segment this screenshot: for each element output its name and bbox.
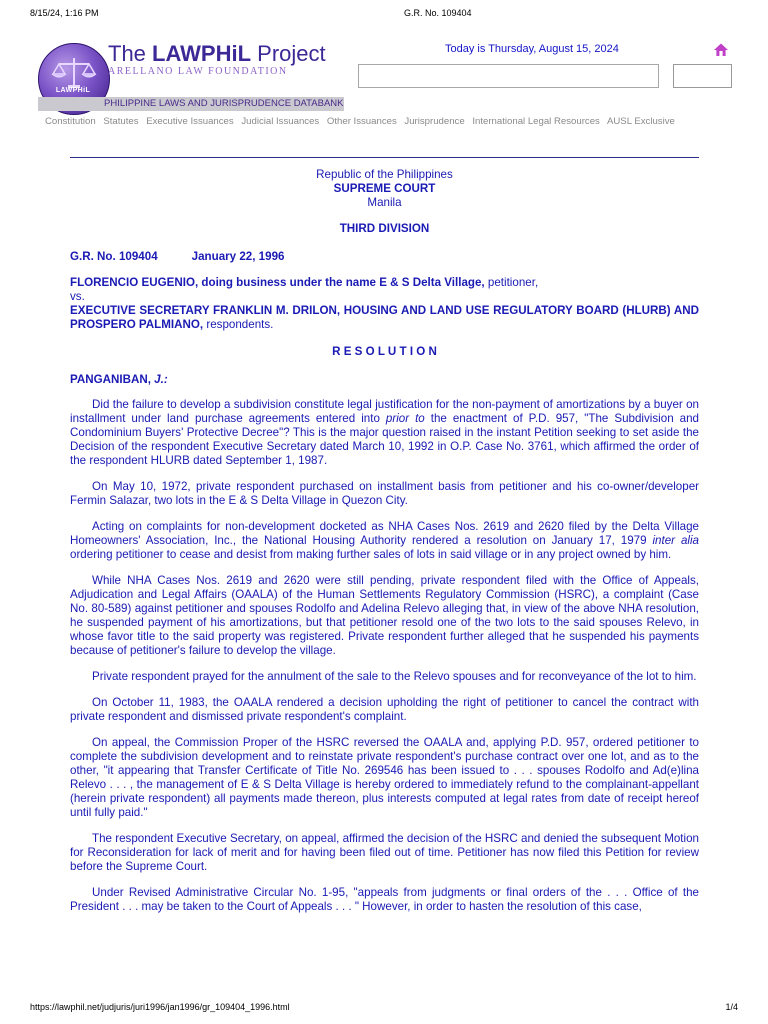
home-icon[interactable] xyxy=(713,42,729,58)
petitioner-line xyxy=(70,276,699,290)
versus-line: vs. xyxy=(70,290,85,303)
logo-title-brand: LAWPHiL xyxy=(152,41,252,66)
logo-subtitle: ARELLANO LAW FOUNDATION xyxy=(108,66,288,77)
logo-emblem-text: LAWPHiL xyxy=(55,87,91,94)
print-footer xyxy=(0,1002,768,1016)
nav-other-issuances[interactable]: Other Issuances xyxy=(326,116,397,127)
print-url: https://lawphil.net/judjuris/juri1996/jan1996/gr_109404_1996.html xyxy=(30,1002,290,1012)
paragraph-3-text-b: ordering petitioner to cease and desist from making further sales of lots in said village or in any project owned by him. xyxy=(70,548,672,561)
paragraph-3-text-a: Acting on complaints for non-development docketed as NHA Cases Nos. 2619 and 2620 filed by the Delta Village Homeowners' Association, Inc., the National Housing Authority rendered a resolution on January 17, 1979 xyxy=(70,520,699,547)
search-input[interactable] xyxy=(358,64,659,88)
respondent-role: respondents. xyxy=(203,318,274,331)
paragraph-5: Private respondent prayed for the annulment of the sale to the Relevo spouses and for reconveyance of the lot to him. xyxy=(92,670,697,683)
search-button[interactable] xyxy=(673,64,732,88)
print-page-number: 1/4 xyxy=(725,1002,738,1012)
paragraph-1-text-b: the enactment of P.D. 957, "The Subdivision and Condominium Buyers' Protective Decree"? This is the major question raised in the instant Petition seeking to set aside the Decision of the respondent Executive Secretary dated March 10, 1992 in O.P. Case No. 3761, which affirmed the order of the respondent HLURB dated September 1, 1987. xyxy=(70,412,699,467)
court-name: SUPREME COURT xyxy=(333,182,436,195)
division-name: THIRD DIVISION xyxy=(339,222,430,235)
petitioner-role: petitioner, xyxy=(484,276,539,289)
resolution-heading: R E S O L U T I O N xyxy=(332,345,437,358)
respondent-name: EXECUTIVE SECRETARY FRANKLIN M. DRILON, HOUSING AND LAND USE REGULATORY BOARD (HLURB) AND PROSPERO PALMIANO, xyxy=(70,304,699,331)
logo-title-prefix: The xyxy=(108,41,153,66)
paragraph-3-emphasis: inter alia xyxy=(652,534,699,547)
nav-jurisprudence[interactable]: Jurisprudence xyxy=(404,116,465,127)
main-nav xyxy=(45,116,745,130)
ponente-line xyxy=(70,373,699,387)
paragraph-1-emphasis: prior to xyxy=(385,412,425,425)
paragraph-1-text-a: Did the failure to develop a subdivision constitute legal justification for the non-payment of amortizations by a buyer on installment under land purchase agreements entered into xyxy=(70,398,699,425)
ponente-name: PANGANIBAN, xyxy=(70,373,155,386)
paragraph-8: The respondent Executive Secretary, on appeal, affirmed the decision of the HSRC and denied the subsequent Motion for Reconsideration for lack of merit and for having been filed out of time. Petitioner has now filed this Petition for review before the Supreme Court. xyxy=(70,832,699,873)
respondent-line xyxy=(70,304,699,332)
republic-line: Republic of the Philippines xyxy=(316,168,453,181)
paragraph-7: On appeal, the Commission Proper of the HSRC reversed the OAALA and, applying P.D. 957, ordered petitioner to complete the subdivision development and to reinstate private respondent's purchase contract over one lot, and as to the other, "it appearing that Transfer Certificate of Title No. 269546 has been issued to . . . spouses Rodolfo and Ad(e)lina Relevo . . . , the management of E & S Delta Village is hereby ordered to immediately refund to the complainant-appellant (herein private respondent) all payments made thereon, plus interests computed at legal rates from date of receipt hereof until fully paid." xyxy=(70,736,699,819)
paragraph-4: While NHA Cases Nos. 2619 and 2620 were still pending, private respondent filed with the Office of Appeals, Adjudication and Legal Affairs (OAALA) of the Human Settlements Regulatory Commission (HSRC), a complaint (Case No. 80-589) against petitioner and spouses Rodolfo and Adelina Relevo alleging that, in view of the above NHA resolution, he suspended payment of his amortizations, but that petitioner resold one of the two lots to the said spouses Relevo, in whose favor title to the said property was registered. Private respondent further alleged that he suspended his payments because of petitioner's failure to develop the village. xyxy=(70,574,699,657)
case-number-line xyxy=(70,250,699,264)
paragraph-3 xyxy=(70,520,699,562)
ponente-title: J.: xyxy=(154,373,168,386)
decision-document xyxy=(70,168,699,914)
header-divider xyxy=(70,157,699,158)
nav-statutes[interactable]: Statutes xyxy=(103,116,139,127)
today-date: Today is Thursday, August 15, 2024 xyxy=(445,43,619,55)
logo-title xyxy=(108,40,326,68)
print-page-title: G.R. No. 109404 xyxy=(404,8,472,18)
nav-constitution[interactable]: Constitution xyxy=(45,116,96,127)
print-header xyxy=(0,6,768,20)
logo-title-suffix: Project xyxy=(251,41,326,66)
paragraph-2: On May 10, 1972, private respondent purchased on installment basis from petitioner and his co-owner/developer Fermin Salazar, two lots in the E & S Delta Village in Quezon City. xyxy=(70,480,699,507)
nav-international-legal-resources[interactable]: International Legal Resources xyxy=(472,116,600,127)
petitioner-name: FLORENCIO EUGENIO, doing business under the name E & S Delta Village, xyxy=(70,276,485,289)
nav-executive-issuances[interactable]: Executive Issuances xyxy=(146,116,234,127)
court-city: Manila xyxy=(367,196,402,209)
paragraph-6: On October 11, 1983, the OAALA rendered a decision upholding the right of petitioner to cancel the contract with private respondent and dismissed private respondent's complaint. xyxy=(70,696,699,723)
logo-band-text: PHILIPPINE LAWS AND JURISPRUDENCE DATABANK xyxy=(104,98,344,109)
paragraph-9: Under Revised Administrative Circular No. 1-95, "appeals from judgments or final orders of the . . . Office of the President . . . may be taken to the Court of Appeals . . . " However, in order to hasten the resolution of this case, xyxy=(70,886,699,913)
gr-number: G.R. No. 109404 xyxy=(70,250,158,263)
nav-ausl-exclusive[interactable]: AUSL Exclusive xyxy=(606,116,675,127)
print-timestamp: 8/15/24, 1:16 PM xyxy=(30,8,99,18)
paragraph-1 xyxy=(70,398,699,468)
decision-date: January 22, 1996 xyxy=(191,250,285,263)
lawphil-logo[interactable] xyxy=(38,40,348,112)
nav-judicial-issuances[interactable]: Judicial Issuances xyxy=(241,116,320,127)
